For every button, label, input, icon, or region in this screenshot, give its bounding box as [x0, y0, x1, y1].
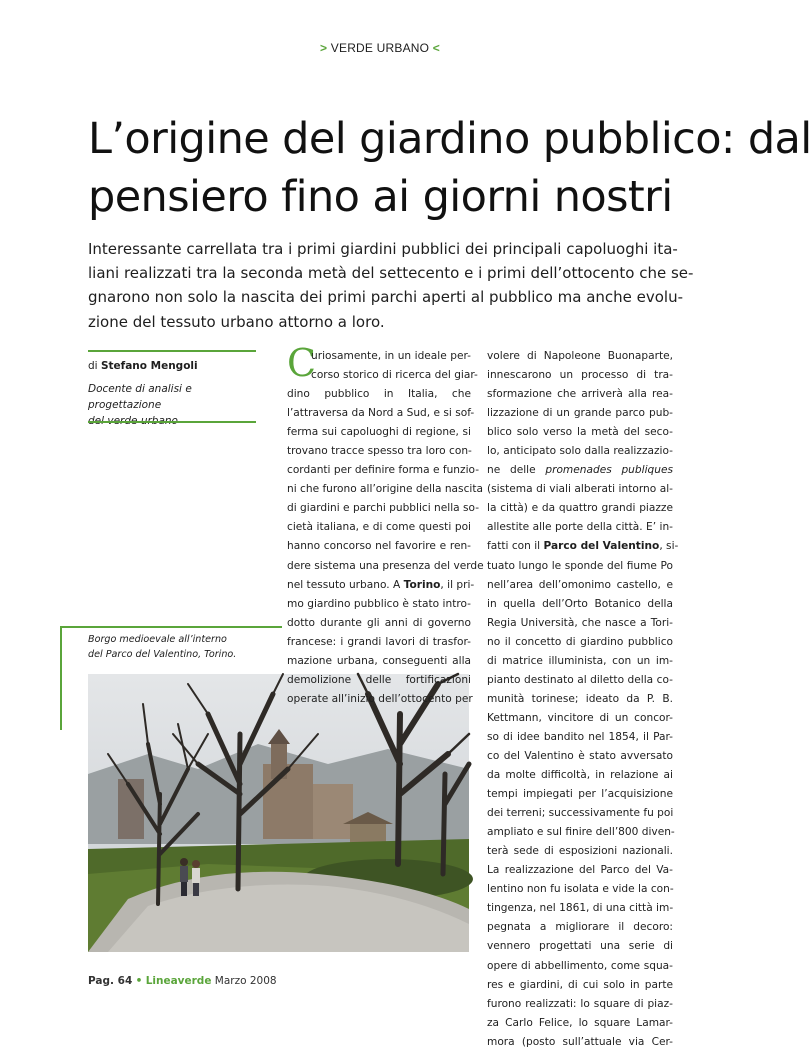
- article-column-1: [287, 347, 484, 709]
- text-line: mo giardino pubblico è stato intro-: [287, 597, 471, 610]
- text-line: La realizzazione del Parco del Va-: [487, 864, 673, 877]
- headline-line-1: L’origine del giardino pubblico: dal: [88, 114, 812, 164]
- lead-line: zione del tessuto urbano attorno a loro.: [88, 312, 385, 331]
- byline-author: Stefano Mengoli: [100, 360, 198, 372]
- text-line: sformazione che arriverà alla rea-: [487, 388, 673, 401]
- lead-line: liani realizzati tra la seconda metà del settecento e i primi dell’ottocento che se-: [88, 264, 694, 283]
- text-line: lizzazione di un grande parco pub-: [487, 407, 673, 420]
- byline-prefix: di: [88, 360, 98, 372]
- article-lead: [88, 237, 694, 334]
- text-line: di giardini e parchi pubblici nella so-: [287, 502, 480, 515]
- text-line: di matrice illuminista, con un im-: [487, 654, 673, 667]
- text-line: ni che furono all’origine della nascita: [287, 483, 483, 496]
- lead-line: Interessante carrellata tra i primi giardini pubblici dei principali capoluoghi ita-: [88, 240, 678, 258]
- emphasis: Torino: [403, 578, 441, 591]
- text-line: nell’area dell’omonimo castello, e: [487, 578, 673, 591]
- section-right-chevron: <: [432, 41, 440, 55]
- text-line: francese: i grandi lavori di trasfor-: [287, 635, 471, 648]
- text-line: operate all’inizio dell’ottocento per: [287, 692, 473, 705]
- text-line: trovano tracce spesso tra loro con-: [287, 445, 472, 458]
- park-photo: [88, 674, 473, 952]
- headline-line-2: pensiero fino ai giorni nostri: [88, 172, 673, 222]
- text-line: Kettmann, vincitore di un concor-: [487, 711, 673, 724]
- text-line: lentino non fu isolata e vide la con-: [487, 883, 674, 896]
- article-headline: [88, 110, 812, 226]
- text-line: demolizione delle fortificazioni: [287, 673, 471, 686]
- text-line: la città) e da quattro grandi piazze: [487, 502, 673, 515]
- text-line: allestite alle porte della città. E’ in-: [487, 521, 673, 534]
- text-line: uriosamente, in un ideale per-: [311, 350, 471, 362]
- text-line: l’attraversa da Nord a Sud, e si sof-: [287, 407, 475, 420]
- text-line: cietà italiana, e di come questi poi: [287, 521, 471, 534]
- author-role-line-1: Docente di analisi e progettazione: [88, 383, 192, 411]
- text-line: volere di Napoleone Buonaparte,: [487, 350, 673, 362]
- byline: [88, 360, 198, 372]
- text-line: opere di abbellimento, come squa-: [487, 959, 673, 972]
- text-line: res e giardini, di cui solo in parte: [487, 978, 673, 991]
- caption-line-1: Borgo medioevale all’interno: [88, 634, 227, 645]
- text-line: cordanti per definire forma e funzio-: [287, 464, 480, 477]
- text-line: corso storico di ricerca del giar-: [311, 369, 478, 382]
- text-line: munità torinese; ideato da P. B.: [487, 692, 673, 705]
- page-number: Pag. 64: [88, 975, 133, 987]
- emphasis: promenades publiques: [545, 464, 673, 477]
- article-column-2: [487, 347, 679, 1052]
- text-line: dino pubblico in Italia, che: [287, 388, 471, 401]
- text-line: dotto durante gli anni di governo: [287, 616, 471, 629]
- text-line: terà sede di esposizioni nazionali.: [487, 845, 673, 858]
- photo-caption: [88, 632, 268, 662]
- text-line: in quella dell’Orto Botanico della: [487, 597, 673, 610]
- text-line: dei terreni; successivamente fu poi: [487, 807, 674, 820]
- text-line: za Carlo Felice, lo square Lamar-: [487, 1016, 673, 1029]
- drop-cap: C: [287, 341, 317, 385]
- text-line: blico solo verso la metà del seco-: [487, 426, 673, 439]
- magazine-name: Lineaverde: [145, 975, 212, 987]
- text-line: tempi impiegati per l’acquisizione: [487, 788, 673, 801]
- section-tag: [0, 41, 760, 55]
- text-line: no il concetto di giardino pubblico: [487, 635, 673, 648]
- section-label: VERDE URBANO: [330, 41, 430, 55]
- page-footer: [88, 975, 277, 987]
- text-line: hanno concorso nel favorire e ren-: [287, 540, 471, 553]
- text-line: ferma sui capoluoghi di regione, si: [287, 426, 471, 439]
- byline-top-rule: [88, 350, 256, 352]
- section-left-chevron: >: [320, 41, 328, 55]
- issue-date: Marzo 2008: [214, 975, 277, 987]
- footer-separator: •: [135, 975, 143, 987]
- text-line: tuato lungo le sponde del fiume Po: [487, 559, 673, 572]
- text-line: fatti con il Parco del Valentino, si-: [487, 540, 679, 553]
- text-line: so di idee bandito nel 1854, il Par-: [487, 730, 673, 743]
- text-line: co del Valentino è stato avversato: [487, 749, 673, 762]
- text-line: vennero progettati una serie di: [487, 940, 673, 953]
- text-line: tingenza, nel 1861, di una città im-: [487, 902, 674, 915]
- text-line: da molte difficoltà, in relazione ai: [487, 769, 673, 782]
- text-line: nel tessuto urbano. A Torino, il pri-: [287, 578, 475, 591]
- text-line: pegnata a migliorare il decoro:: [487, 921, 673, 934]
- text-line: dere sistema una presenza del verde: [287, 559, 484, 572]
- text-line: pianto destinato al diletto della co-: [487, 673, 673, 686]
- emphasis: Parco del Valentino: [543, 540, 660, 553]
- text-line: mora (posto sull’attuale via Cer-: [487, 1035, 673, 1048]
- text-line: Regia Università, che nasce a Tori-: [487, 616, 673, 629]
- byline-bottom-rule: [88, 421, 256, 423]
- text-line: mazione urbana, conseguenti alla: [287, 654, 471, 667]
- text-line: ampliato e sul finire dell’800 diven-: [487, 826, 675, 839]
- text-line: furono realizzati: lo square di piaz-: [487, 997, 673, 1010]
- text-line: lo, anticipato solo dalla realizzazio-: [487, 445, 673, 458]
- text-line: ne delle promenades publiques: [487, 464, 673, 477]
- caption-line-2: del Parco del Valentino, Torino.: [88, 649, 237, 660]
- text-line: (sistema di viali alberati intorno al-: [487, 483, 673, 496]
- text-line: innescarono un processo di tra-: [487, 369, 673, 382]
- lead-line: gnarono non solo la nascita dei primi parchi aperti al pubblico ma anche evolu-: [88, 288, 684, 307]
